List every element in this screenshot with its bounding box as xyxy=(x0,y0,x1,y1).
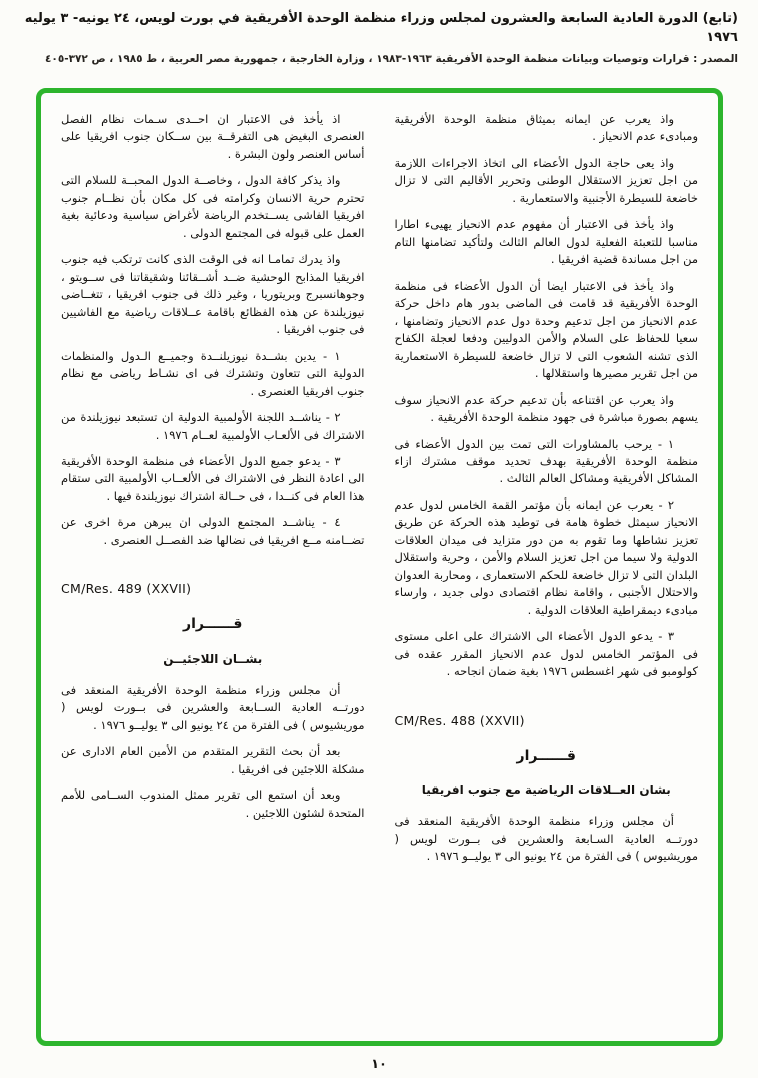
paragraph: واذ يذكر كافة الدول ، وخاصــة الدول المحبــة للسلام التى تحترم حرية الانسان وكرامته فى كل مكان بأن نظــام جنوب افريقيا الفاشى يســتخدم الرياضة لأغراض سياسية ودعائية بغية العمل على قبوله فى المجتمع الدولى . xyxy=(61,173,365,240)
paragraph: وبعد أن استمع الى تقرير ممثل المندوب الســامى للأمم المتحدة لشئون اللاجئين . xyxy=(61,788,365,820)
paragraph: واذ يأخذ فى الاعتبار ايضا أن الدول الأعضاء فى منظمة الوحدة الأفريقية قد قامت فى الماضى بدور هام داخل حركة عدم الانحياز من اجل تدعيم وحدة دول عدم الانحياز وتضامنها ، سعيا للحفاظ على السلام والأمن الدوليين ودفعا لعجلة الكفاح الذى تشنه الشعوب التى لا تزال خاضعة للسيطرة الاستعمارية من اجل تقرير مصيرها واستقلالها . xyxy=(394,278,698,381)
header-source-line: المصدر : قرارات وتوصيات وبيانات منظمة الوحدة الأفريقية ١٩٦٣-١٩٨٣ ، وزارة الخارجية ، جمهورية مصر العربية ، ط ١٩٨٥ ، ص ٣٧٢-٤٠٥ xyxy=(45,52,738,65)
paragraph: أن مجلس وزراء منظمة الوحدة الأفريقية المنعقد فى دورتــه العادية السـابعة والعشرين فى بــورت لويس ( موريشيوس ) فى الفترة من ٢٤ يونيو الى ٣ يوليــو ١٩٧٦ . xyxy=(394,814,698,864)
paragraph: بعد أن بحث التقرير المتقدم من الأمين العام الادارى عن مشكلة اللاجئين فى افريقيا . xyxy=(61,744,365,776)
left-column xyxy=(61,111,365,1027)
two-column-layout xyxy=(61,111,698,1027)
resolution-subject: بشــان اللاجئيــن xyxy=(163,651,263,666)
numbered-clause: ٣ - يدعو الدول الأعضاء الى الاشتراك على اعلى مستوى فى المؤتمر الخامس لدول عدم الانحياز المقرر عقده فى كولومبو فى شهر اغسطس ١٩٧٦ بغية ضمان انجاحه . xyxy=(394,629,698,679)
paragraph: واذ يعرب عن اقتناعه بأن تدعيم حركة عدم الانحياز سوف يسهم بصورة مباشرة فى جهود منظمة الوحدة الأفريقية . xyxy=(394,392,698,425)
paragraph: أن مجلس وزراء منظمة الوحدة الأفريقية المنعقد فى دورتــه العادية الســابعة والعشرين فى بــورت لويس ( موريشيوس ) فى الفترة من ٢٤ يونيو الى ٣ يوليــو ١٩٧٦ . xyxy=(61,682,365,732)
paragraph: واذ يعى حاجة الدول الأعضاء الى اتخاذ الاجراءات اللازمة من اجل تعزيز الاستقلال الوطنى وتحرير الأقاليم التى لا تزال خاضعة للسيطرة الأجنبية والاستعمارية . xyxy=(394,155,698,205)
numbered-clause: ٢ - يعرب عن ايمانه بأن مؤتمر القمة الخامس لدول عدم الانحياز سيمثل خطوة هامة فى توطيد هذه الحركة عن طريق تعزيز نشاطها وما تقوم به من دور متزايد فى ميدان العلاقات الدولية ولا سيما من اجل تعزيز السلام والأمن ، وحرية واستقلال البلدان التى لا تزال خاضعة للحكم الاستعمارى ، ومحاربة العدوان والاحتلال الأجنبى ، واقامة نظام اقتصادى دولى جديد ، وارساء مبادىء ديمقراطية العلاقات الدولية . xyxy=(394,497,698,617)
resolution-heading: قــــــرار xyxy=(516,747,576,764)
resolution-subject: بشان العــلاقات الرياضية مع جنوب افريقيا xyxy=(421,782,671,797)
right-column xyxy=(395,111,699,1027)
numbered-clause: ٢ - يناشــد اللجنة الأولمبية الدولية ان تستبعد نيوزيلندة من الاشتراك فى الألعـاب الأولمبية لعــام ١٩٧٦ . xyxy=(61,410,365,442)
resolution-code: CM/Res. 488 (XXVII) xyxy=(394,712,525,728)
page-header xyxy=(0,0,758,65)
page-number: ١٠ xyxy=(371,1057,387,1072)
paragraph: واذ يعرب عن ايمانه بميثاق منظمة الوحدة الأفريقية ومبادىء عدم الانحياز . xyxy=(394,112,698,144)
numbered-clause: ١ - يرحب بالمشاورات التى تمت بين الدول الأعضاء فى منظمة الوحدة الأفريقية بهدف تحديد موقف مشترك ازاء المشاكل الأفريقية ومشاكل العالم الثالث . xyxy=(394,436,698,486)
header-session-title: (تابع) الدورة العادية السابعة والعشرون لمجلس وزراء منظمة الوحدة الأفريقية في بورت لويس، ٢٤ يونيه- ٣ يوليه ١٩٧٦ xyxy=(24,11,738,45)
numbered-clause: ٣ - يدعو جميع الدول الأعضاء فى منظمة الوحدة الأفريقية الى اعادة النظر فى الاشتراك فى الألعــاب الأولمبية التى ستقام هذا العام فى كنــدا ، فى حــالة اشتراك نيوزيلندة فيها . xyxy=(61,453,365,503)
numbered-clause: ٤ - يناشــد المجتمع الدولى ان يبرهن مرة اخرى عن تضــامنه مــع افريقيا فى نضالها ضد الفصــل العنصرى . xyxy=(61,515,365,547)
content-frame xyxy=(36,88,723,1046)
paragraph: واذ يأخذ فى الاعتبار أن مفهوم عدم الانحياز يهيىء اطارا مناسبا للتعبئة الفعلية لدول العالم الثالث ولتأكيد تضامنها التام من اجل مساندة قضية افريقيا . xyxy=(394,217,698,267)
numbered-clause: ١ - يدين بشــدة نيوزيلنــدة وجميــع الـدول والمنظمات الدولية التى تتعاون وتشترك فى اى نشـاط رياضى مع نظام جنوب افريقيا العنصرى . xyxy=(61,348,365,398)
paragraph: واذ يدرك تمامـا انه فى الوقت الذى كانت ترتكب فيه جنوب افريقيا المذابح الوحشية ضــد أشــقائنا وشقيقاتنا فى ســويتو ، وجوهانسبرج وبريتوريا ، وغير ذلك فى جنوب افريقيا ، تتغــاضى نيوزيلندة عن هذه الفظائع باقامة عــلاقات رياضية مع الفاشيين فى جنوب افريقيا . xyxy=(61,252,365,337)
resolution-code: CM/Res. 489 (XXVII) xyxy=(61,581,192,597)
paragraph: اذ يأخذ فى الاعتبار ان احــدى سـمات نظام الفصل العنصرى البغيض هى التفرقــة بين ســكان جنوب افريقيا على أساس العنصر ولون البشرة . xyxy=(61,112,365,161)
resolution-heading: قــــــرار xyxy=(183,616,243,633)
